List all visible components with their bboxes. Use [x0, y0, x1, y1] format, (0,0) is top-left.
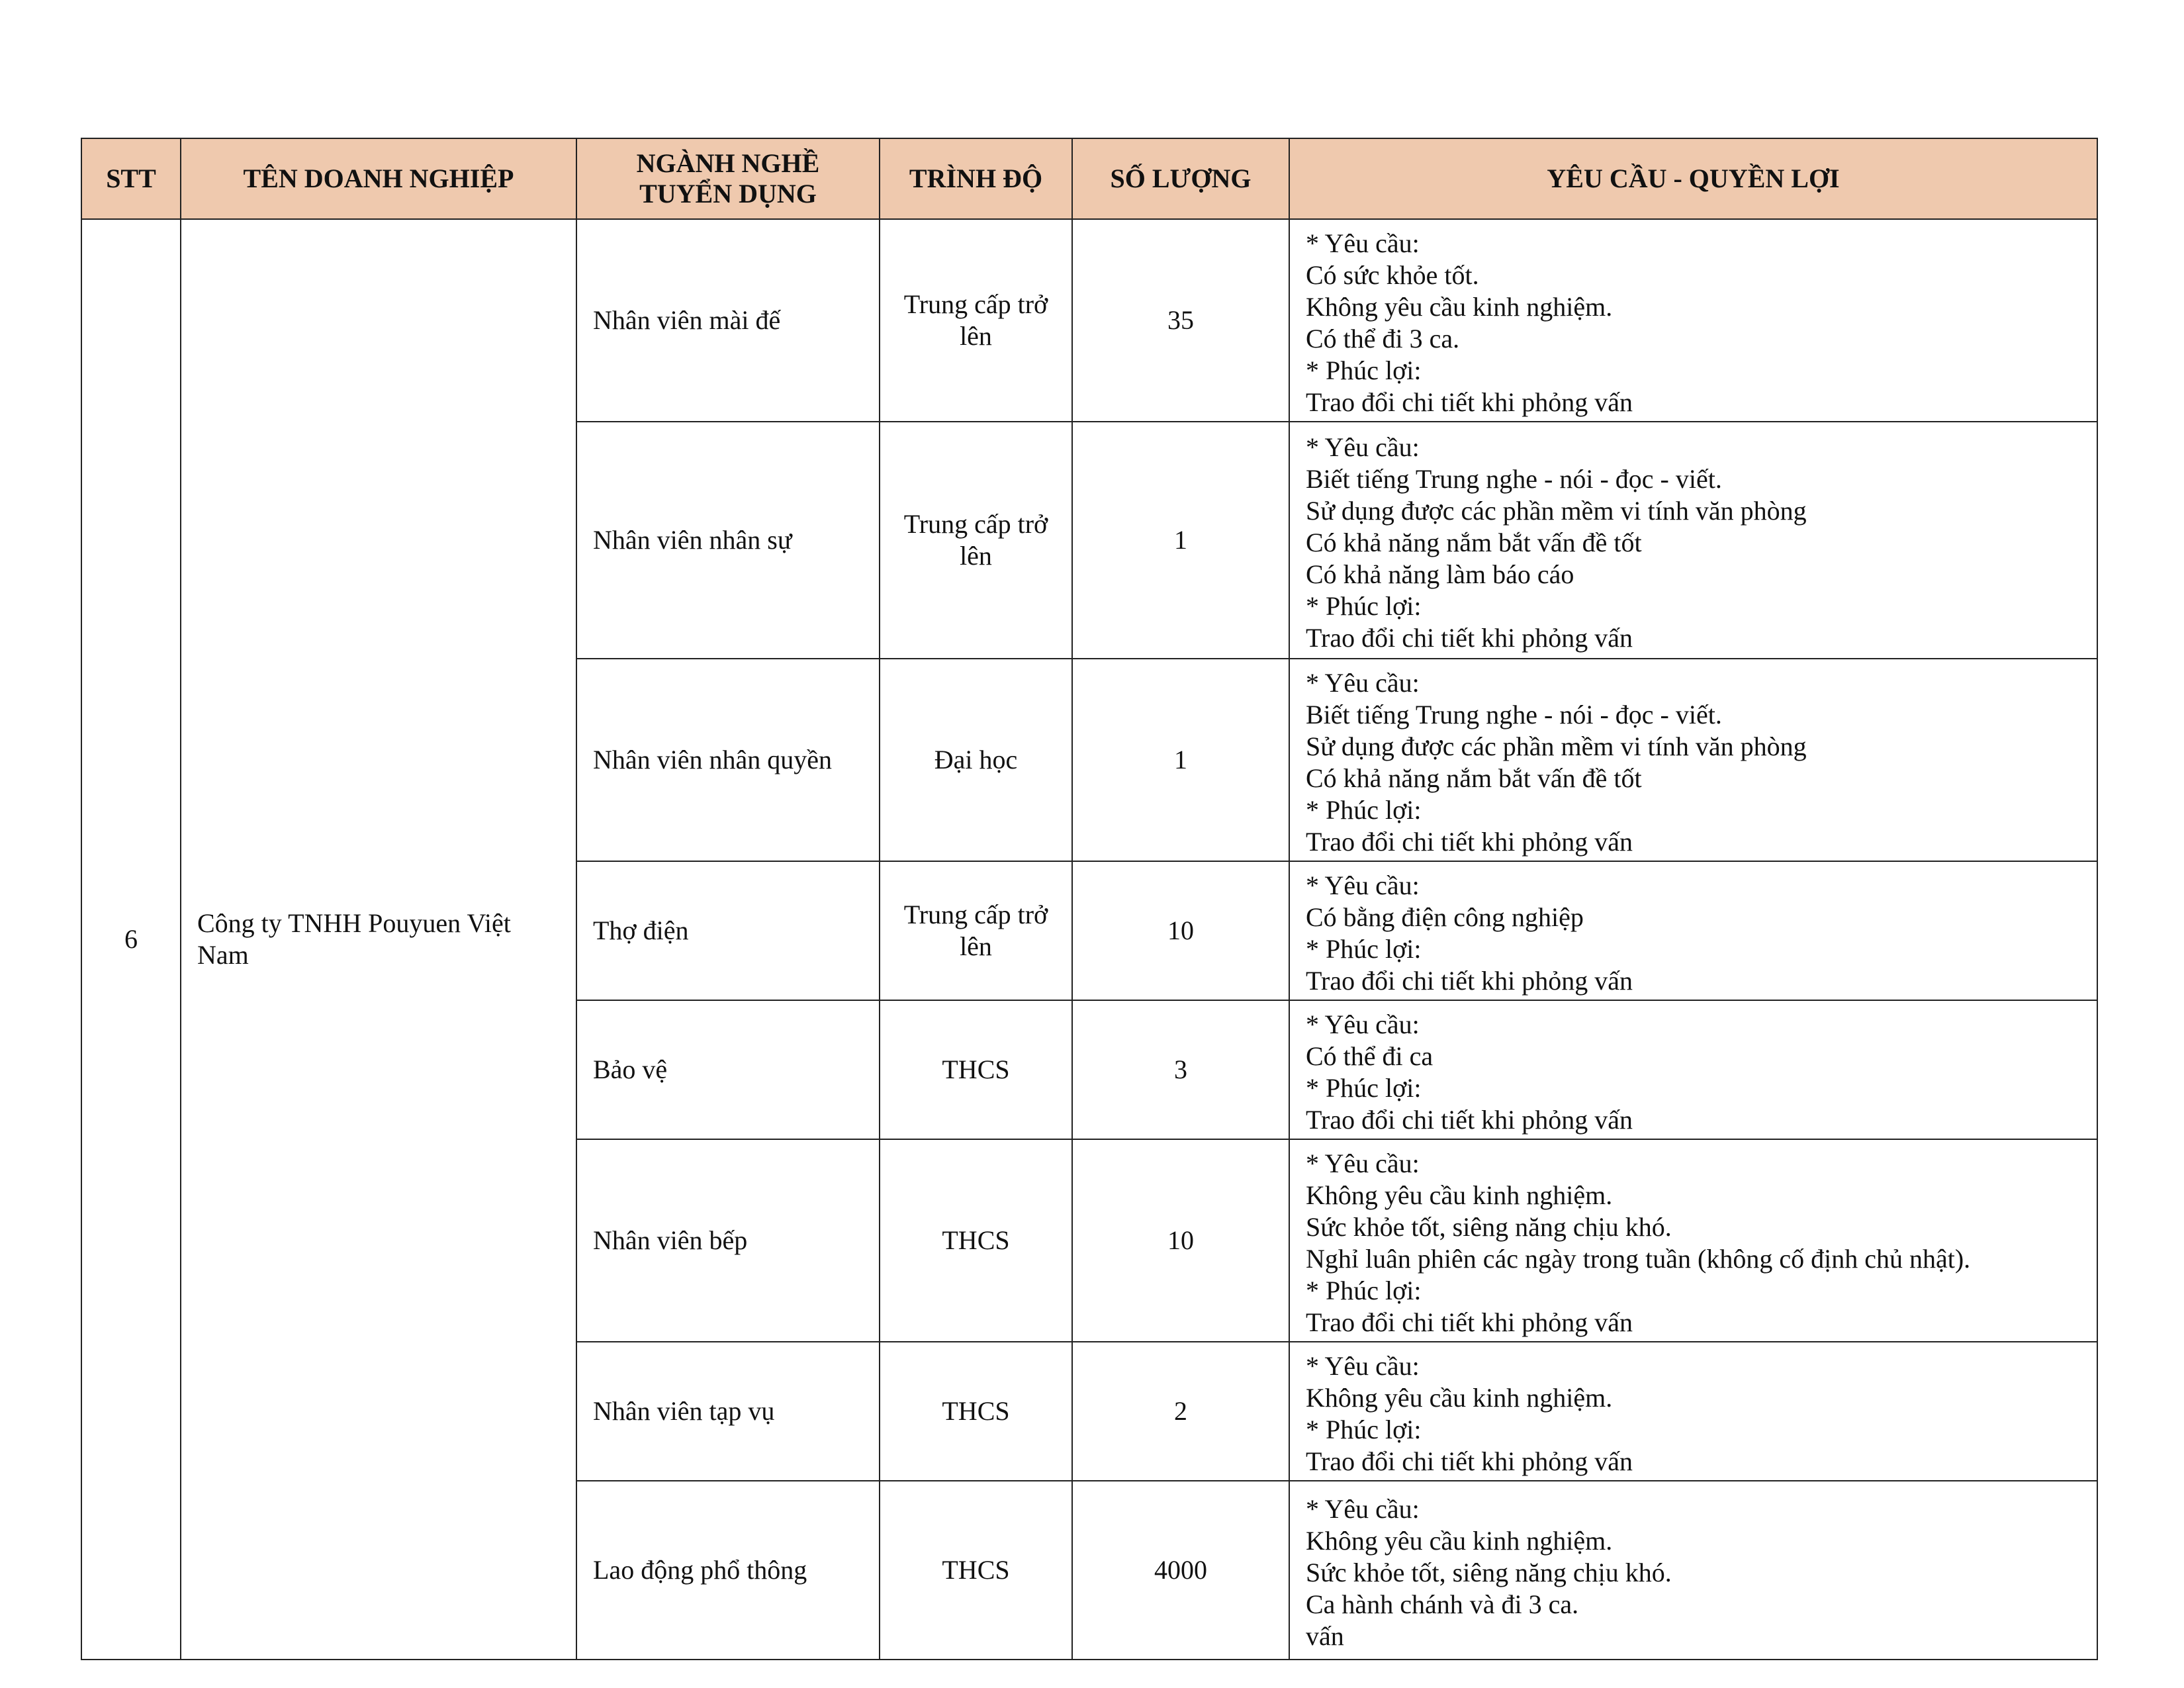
requirement-line: Trao đổi chi tiết khi phỏng vấn [1306, 1446, 1633, 1476]
requirement-line: Biết tiếng Trung nghe - nói - đọc - viết. [1306, 700, 1722, 729]
requirement-line: * Phúc lợi: [1306, 591, 1422, 621]
education-level-cell: Trung cấp trở lên [880, 861, 1072, 1000]
requirement-line: Không yêu cầu kinh nghiệm. [1306, 1383, 1613, 1413]
requirement-line: * Yêu cầu: [1306, 1494, 1420, 1524]
education-level-cell: Trung cấp trở lên [880, 219, 1072, 422]
requirements-cell [1289, 1342, 2097, 1481]
requirement-line: Có thể đi ca [1306, 1041, 1433, 1071]
requirements-cell [1289, 422, 2097, 659]
requirement-line: Biết tiếng Trung nghe - nói - đọc - viết. [1306, 464, 1722, 494]
job-title-cell: Thợ điện [576, 861, 880, 1000]
header-stt: STT [81, 138, 181, 219]
requirement-line: Có thể đi 3 ca. [1306, 324, 1460, 353]
requirement-line: Trao đổi chi tiết khi phỏng vấn [1306, 966, 1633, 996]
recruitment-table [81, 138, 2098, 1660]
header-row [81, 138, 2097, 219]
requirement-line: * Yêu cầu: [1306, 870, 1420, 900]
education-level-cell: Đại học [880, 659, 1072, 861]
requirement-line: * Phúc lợi: [1306, 1415, 1422, 1444]
job-title-cell: Bảo vệ [576, 1000, 880, 1139]
quantity-cell: 1 [1072, 659, 1289, 861]
requirement-line: Có khả năng nắm bắt vấn đề tốt [1306, 528, 1642, 557]
table-row [81, 219, 2097, 422]
requirement-line: Có khả năng nắm bắt vấn đề tốt [1306, 763, 1642, 793]
education-level-cell: Trung cấp trở lên [880, 422, 1072, 659]
requirements-cell [1289, 861, 2097, 1000]
requirement-line: * Phúc lợi: [1306, 795, 1422, 825]
requirement-line: * Yêu cầu: [1306, 668, 1420, 698]
job-title-cell: Nhân viên nhân quyền [576, 659, 880, 861]
requirements-cell [1289, 659, 2097, 861]
requirement-line: * Yêu cầu: [1306, 1009, 1420, 1039]
header-company: TÊN DOANH NGHIỆP [181, 138, 576, 219]
table-body [81, 219, 2097, 1660]
header-requirements: YÊU CẦU - QUYỀN LỢI [1289, 138, 2097, 219]
requirement-line: Nghỉ luân phiên các ngày trong tuần (không cố định chủ nhật). [1306, 1244, 1971, 1274]
quantity-cell: 3 [1072, 1000, 1289, 1139]
requirement-line: Trao đổi chi tiết khi phỏng vấn [1306, 623, 1633, 653]
requirement-line: Sử dụng được các phần mềm vi tính văn phòng [1306, 731, 1807, 761]
education-level-cell: THCS [880, 1342, 1072, 1481]
header-quantity: SỐ LƯỢNG [1072, 138, 1289, 219]
requirement-line: * Phúc lợi: [1306, 355, 1422, 385]
requirement-line: * Yêu cầu: [1306, 432, 1420, 462]
quantity-cell: 1 [1072, 422, 1289, 659]
requirements-cell [1289, 1481, 2097, 1660]
requirements-cell [1289, 1000, 2097, 1139]
header-industry: NGÀNH NGHỀ TUYỂN DỤNG [576, 138, 880, 219]
requirement-line: Trao đổi chi tiết khi phỏng vấn [1306, 1307, 1633, 1337]
header-level: TRÌNH ĐỘ [880, 138, 1072, 219]
stt-cell: 6 [81, 219, 181, 1660]
requirement-line: Trao đổi chi tiết khi phỏng vấn [1306, 1105, 1633, 1135]
job-title-cell: Nhân viên tạp vụ [576, 1342, 880, 1481]
requirement-line: Trao đổi chi tiết khi phỏng vấn [1306, 827, 1633, 857]
requirement-line: Ca hành chánh và đi 3 ca. [1306, 1589, 1579, 1619]
job-title-cell: Nhân viên mài đế [576, 219, 880, 422]
requirement-line: Không yêu cầu kinh nghiệm. [1306, 1180, 1613, 1210]
requirement-line: Sử dụng được các phần mềm vi tính văn phòng [1306, 496, 1807, 526]
quantity-cell: 2 [1072, 1342, 1289, 1481]
quantity-cell: 10 [1072, 861, 1289, 1000]
quantity-cell: 10 [1072, 1139, 1289, 1342]
requirement-line: Có khả năng làm báo cáo [1306, 559, 1574, 589]
document-page [81, 138, 2097, 1660]
education-level-cell: THCS [880, 1000, 1072, 1139]
requirement-line: * Phúc lợi: [1306, 934, 1422, 964]
requirement-line: vấn [1306, 1621, 1344, 1651]
education-level-cell: THCS [880, 1481, 1072, 1660]
quantity-cell: 4000 [1072, 1481, 1289, 1660]
job-title-cell: Nhân viên nhân sự [576, 422, 880, 659]
requirements-cell [1289, 219, 2097, 422]
job-title-cell: Lao động phổ thông [576, 1481, 880, 1660]
requirement-line: * Phúc lợi: [1306, 1276, 1422, 1305]
requirement-line: Sức khỏe tốt, siêng năng chịu khó. [1306, 1212, 1672, 1242]
company-name-cell: Công ty TNHH Pouyuen Việt Nam [181, 219, 576, 1660]
requirement-line: Có sức khỏe tốt. [1306, 260, 1479, 290]
requirement-line: * Yêu cầu: [1306, 1351, 1420, 1381]
requirement-line: * Phúc lợi: [1306, 1073, 1422, 1103]
requirement-line: Sức khỏe tốt, siêng năng chịu khó. [1306, 1558, 1672, 1587]
requirement-line: Không yêu cầu kinh nghiệm. [1306, 292, 1613, 322]
education-level-cell: THCS [880, 1139, 1072, 1342]
requirement-line: Có bằng điện công nghiệp [1306, 902, 1584, 932]
requirement-line: * Yêu cầu: [1306, 1149, 1420, 1178]
requirement-line: Trao đổi chi tiết khi phỏng vấn [1306, 387, 1633, 417]
requirement-line: * Yêu cầu: [1306, 228, 1420, 258]
quantity-cell: 35 [1072, 219, 1289, 422]
requirement-line: Không yêu cầu kinh nghiệm. [1306, 1526, 1613, 1556]
requirements-cell [1289, 1139, 2097, 1342]
job-title-cell: Nhân viên bếp [576, 1139, 880, 1342]
